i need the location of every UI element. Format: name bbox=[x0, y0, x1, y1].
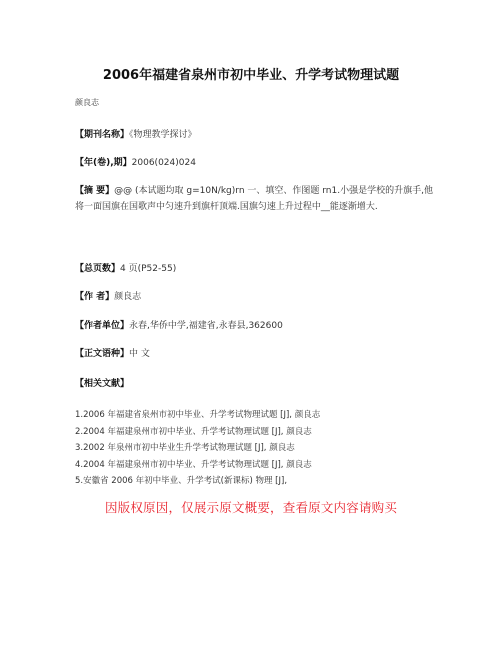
related-field bbox=[75, 376, 430, 392]
language-value: 中 文 bbox=[129, 349, 150, 359]
pages-field bbox=[75, 261, 430, 277]
related-label: 【相关文献】 bbox=[75, 379, 130, 389]
abstract-label: 【摘 要】 bbox=[75, 186, 115, 196]
pages-label: 【总页数】 bbox=[75, 264, 121, 274]
affiliation-value: 永春,华侨中学,福建省,永春县,362600 bbox=[129, 321, 283, 331]
year-issue-value: 2006(024)024 bbox=[131, 158, 196, 168]
reference-item[interactable]: 1.2006 年福建省泉州市初中毕业、升学考试物理试题 [J], 颜良志 bbox=[75, 410, 321, 420]
journal-label: 【期刊名称】 bbox=[75, 130, 130, 140]
abstract-value: @@ (本试题均取 g=10N/kg)rn 一、填空、作图题 rn1.小强是学校的升旗手,他将一面国旗在国歌声中匀速升到旗杆顶端.国旗匀速上升过程中__能逐渐增大. bbox=[75, 186, 433, 212]
copyright-notice: 因版权原因，仅展示原文概要，查看原文内容请购买 bbox=[104, 500, 398, 515]
language-label: 【正文语种】 bbox=[75, 349, 130, 359]
reference-item[interactable]: 2.2004 年福建泉州市初中毕业、升学考试物理试题 [J], 颜良志 bbox=[75, 426, 312, 437]
reference-item[interactable]: 4.2004 年福建泉州市初中毕业、升学考试物理试题 [J], 颜良志 bbox=[75, 459, 312, 470]
abstract-field bbox=[75, 183, 435, 215]
author-name: 颜良志 bbox=[75, 98, 99, 107]
authors-label: 【作 者】 bbox=[75, 292, 115, 302]
reference-list bbox=[75, 407, 435, 490]
journal-field bbox=[75, 127, 430, 143]
year-issue-field bbox=[75, 155, 430, 171]
language-field bbox=[75, 346, 430, 362]
reference-item[interactable]: 5.安徽省 2006 年初中毕业、升学考试(新课标) 物理 [J], bbox=[75, 476, 288, 486]
affiliation-label: 【作者单位】 bbox=[75, 321, 130, 331]
authors-value: 颜良志 bbox=[114, 292, 142, 302]
authors-field bbox=[75, 289, 430, 305]
year-issue-label: 【年(卷),期】 bbox=[75, 158, 132, 168]
document-title: 2006年福建省泉州市初中毕业、升学考试物理试题 bbox=[102, 68, 400, 83]
pages-value: 4 页(P52-55) bbox=[120, 264, 177, 274]
journal-value: 《物理教学探讨》 bbox=[129, 130, 197, 140]
affiliation-field bbox=[75, 318, 430, 334]
reference-item[interactable]: 3.2002 年泉州市初中毕业生升学考试物理试题 [J], 颜良志 bbox=[75, 443, 295, 453]
